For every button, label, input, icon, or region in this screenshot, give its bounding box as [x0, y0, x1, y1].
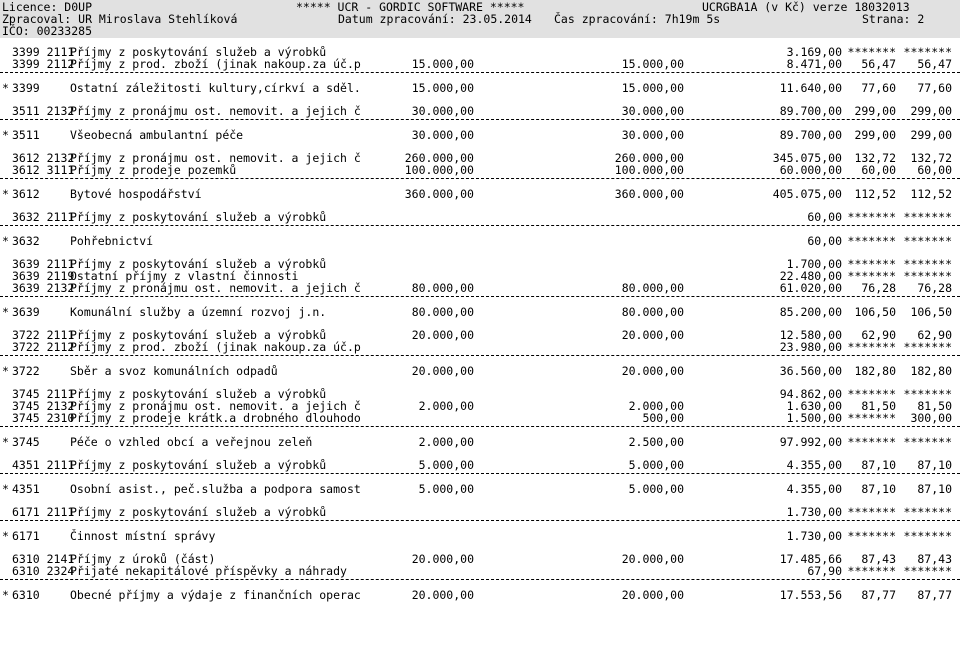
skutecnost: 60.000,00 [779, 163, 842, 177]
schvaleny-rozpocet: 80.000,00 [411, 281, 474, 295]
procento-upraveny: 76,28 [917, 281, 952, 295]
item-code: 6171 2111 [12, 505, 75, 519]
procento-schvaleny: ******* [847, 505, 896, 519]
upraveny-rozpocet: 20.000,00 [621, 552, 684, 566]
subtotal-schvaleny: 360.000,00 [404, 187, 474, 201]
item-code: 3511 2132 [12, 104, 75, 118]
subtotal-procento-1: ******* [847, 529, 896, 543]
item-code: 3639 2111 [12, 257, 75, 271]
schvaleny-rozpocet: 30.000,00 [411, 104, 474, 118]
schvaleny-rozpocet: 20.000,00 [411, 328, 474, 342]
report-id: UCRGBA1A (v Kč) verze 18032013 [702, 0, 910, 14]
subtotal-procento-2: 106,50 [910, 305, 952, 319]
procento-schvaleny: 62,90 [861, 328, 896, 342]
upraveny-rozpocet: 500,00 [642, 411, 684, 425]
subtotal-upraveny: 5.000,00 [628, 482, 684, 496]
subtotal-row [0, 235, 960, 247]
procento-upraveny: 81,50 [917, 399, 952, 413]
table-row [0, 105, 960, 117]
item-code: 3632 2111 [12, 210, 75, 224]
subtotal-description: Činnost místní správy [70, 529, 216, 543]
subtotal-description: Péče o vzhled obcí a veřejnou zeleň [70, 435, 313, 449]
item-code: 3639 2132 [12, 281, 75, 295]
skutecnost: 67,90 [807, 564, 842, 578]
upraveny-rozpocet: 100.000,00 [614, 163, 684, 177]
table-row [0, 58, 960, 70]
cas-label: Čas zpracování: 7h19m 5s [554, 12, 721, 26]
subtotal-row [0, 589, 960, 601]
table-row [0, 565, 960, 577]
item-description: Příjmy z prod. zboží (jinak nakoup.za úč.p [70, 57, 361, 71]
subtotal-row [0, 188, 960, 200]
subtotal-procento-1: 87,77 [861, 588, 896, 602]
item-description: Přijaté nekapitálové příspěvky a náhrady [70, 564, 347, 578]
subtotal-procento-1: 106,50 [854, 305, 896, 319]
subtotal-upraveny: 15.000,00 [621, 81, 684, 95]
subtotal-code: 3612 [12, 187, 40, 201]
skutecnost: 1.700,00 [786, 257, 842, 271]
subtotal-schvaleny: 30.000,00 [411, 128, 474, 142]
item-description: Příjmy z pronájmu ost. nemovit. a jejich č [70, 151, 361, 165]
procento-schvaleny: 299,00 [854, 104, 896, 118]
item-code: 3639 2119 [12, 269, 75, 283]
subtotal-schvaleny: 20.000,00 [411, 588, 474, 602]
procento-schvaleny: 60,00 [861, 163, 896, 177]
item-description: Příjmy z pronájmu ost. nemovit. a jejich č [70, 104, 361, 118]
subtotal-description: Osobní asist., peč.služba a podpora samost [70, 482, 361, 496]
dashed-separator [0, 225, 960, 232]
subtotal-code: 6171 [12, 529, 40, 543]
subtotal-description: Komunální služby a územní rozvoj j.n. [70, 305, 327, 319]
subtotal-marker: * [2, 305, 9, 319]
item-code: 3745 2132 [12, 399, 75, 413]
procento-upraveny: 132,72 [910, 151, 952, 165]
item-description: Příjmy z prod. zboží (jinak nakoup.za úč.p [70, 340, 361, 354]
subtotal-skutecnost: 89.700,00 [779, 128, 842, 142]
subtotal-procento-2: 112,52 [910, 187, 952, 201]
subtotal-procento-1: 299,00 [854, 128, 896, 142]
subtotal-description: Sběr a svoz komunálních odpadů [70, 364, 278, 378]
dashed-separator [0, 520, 960, 527]
item-description: Příjmy z poskytování služeb a výrobků [70, 257, 327, 271]
subtotal-row [0, 306, 960, 318]
subtotal-marker: * [2, 435, 9, 449]
upraveny-rozpocet: 80.000,00 [621, 281, 684, 295]
item-description: Příjmy z pronájmu ost. nemovit. a jejich č [70, 399, 361, 413]
subtotal-row [0, 129, 960, 141]
procento-upraveny: 56,47 [917, 57, 952, 71]
procento-upraveny: ******* [903, 340, 952, 354]
subtotal-procento-1: 77,60 [861, 81, 896, 95]
ico-label: IČO: 00233285 [2, 24, 93, 38]
subtotal-procento-1: 182,80 [854, 364, 896, 378]
procento-upraveny: 62,90 [917, 328, 952, 342]
subtotal-schvaleny: 80.000,00 [411, 305, 474, 319]
table-row [0, 341, 960, 353]
skutecnost: 22.480,00 [779, 269, 842, 283]
item-description: Příjmy z poskytování služeb a výrobků [70, 458, 327, 472]
subtotal-procento-1: 112,52 [854, 187, 896, 201]
dashed-separator [0, 473, 960, 480]
subtotal-marker: * [2, 364, 9, 378]
item-code: 3612 3111 [12, 163, 75, 177]
procento-schvaleny: 81,50 [861, 399, 896, 413]
procento-upraveny: 87,10 [917, 458, 952, 472]
procento-schvaleny: 87,43 [861, 552, 896, 566]
procento-upraveny: ******* [903, 210, 952, 224]
skutecnost: 17.485,66 [779, 552, 842, 566]
procento-upraveny: ******* [903, 257, 952, 271]
dashed-separator [0, 119, 960, 126]
schvaleny-rozpocet: 5.000,00 [418, 458, 474, 472]
subtotal-skutecnost: 17.553,56 [779, 588, 842, 602]
subtotal-upraveny: 20.000,00 [621, 588, 684, 602]
procento-upraveny: ******* [903, 45, 952, 59]
skutecnost: 61.020,00 [779, 281, 842, 295]
subtotal-row [0, 483, 960, 495]
procento-schvaleny: 76,28 [861, 281, 896, 295]
subtotal-description: Pohřebnictví [70, 234, 154, 248]
subtotal-code: 3511 [12, 128, 40, 142]
skutecnost: 1.730,00 [786, 505, 842, 519]
subtotal-procento-1: ******* [847, 234, 896, 248]
subtotal-procento-2: 182,80 [910, 364, 952, 378]
procento-upraveny: 299,00 [910, 104, 952, 118]
subtotal-upraveny: 20.000,00 [621, 364, 684, 378]
subtotal-procento-2: 77,60 [917, 81, 952, 95]
skutecnost: 60,00 [807, 210, 842, 224]
item-code: 3745 2310 [12, 411, 75, 425]
item-code: 3745 2111 [12, 387, 75, 401]
subtotal-schvaleny: 20.000,00 [411, 364, 474, 378]
subtotal-description: Ostatní záležitosti kultury,církví a sděl. [70, 81, 361, 95]
table-row [0, 459, 960, 471]
dashed-separator [0, 426, 960, 433]
item-description: Příjmy z poskytování služeb a výrobků [70, 387, 327, 401]
procento-schvaleny: 56,47 [861, 57, 896, 71]
subtotal-skutecnost: 60,00 [807, 234, 842, 248]
skutecnost: 94.862,00 [779, 387, 842, 401]
dashed-separator [0, 579, 960, 586]
upraveny-rozpocet: 15.000,00 [621, 57, 684, 71]
subtotal-schvaleny: 5.000,00 [418, 482, 474, 496]
dashed-separator [0, 72, 960, 79]
subtotal-code: 6310 [12, 588, 40, 602]
subtotal-marker: * [2, 482, 9, 496]
procento-schvaleny: ******* [847, 387, 896, 401]
subtotal-marker: * [2, 234, 9, 248]
subtotal-marker: * [2, 128, 9, 142]
item-description: Příjmy z poskytování služeb a výrobků [70, 505, 327, 519]
subtotal-schvaleny: 15.000,00 [411, 81, 474, 95]
subtotal-procento-2: ******* [903, 435, 952, 449]
subtotal-schvaleny: 2.000,00 [418, 435, 474, 449]
skutecnost: 1.500,00 [786, 411, 842, 425]
subtotal-marker: * [2, 81, 9, 95]
subtotal-procento-1: ******* [847, 435, 896, 449]
skutecnost: 23.980,00 [779, 340, 842, 354]
subtotal-procento-1: 87,10 [861, 482, 896, 496]
item-description: Příjmy z poskytování služeb a výrobků [70, 45, 327, 59]
procento-upraveny: 87,43 [917, 552, 952, 566]
subtotal-upraveny: 80.000,00 [621, 305, 684, 319]
upraveny-rozpocet: 5.000,00 [628, 458, 684, 472]
procento-schvaleny: ******* [847, 257, 896, 271]
subtotal-upraveny: 2.500,00 [628, 435, 684, 449]
table-row [0, 412, 960, 424]
licence-label: Licence: D0UP [2, 0, 93, 14]
strana-label: Strana: 2 [862, 12, 925, 26]
schvaleny-rozpocet: 15.000,00 [411, 57, 474, 71]
procento-upraveny: 300,00 [910, 411, 952, 425]
item-code: 3399 2112 [12, 57, 75, 71]
report-body [0, 46, 960, 601]
table-row [0, 282, 960, 294]
schvaleny-rozpocet: 260.000,00 [404, 151, 474, 165]
item-code: 3722 2112 [12, 340, 75, 354]
procento-schvaleny: ******* [847, 411, 896, 425]
subtotal-code: 3745 [12, 435, 40, 449]
subtotal-row [0, 82, 960, 94]
procento-upraveny: 60,00 [917, 163, 952, 177]
item-code: 6310 2141 [12, 552, 75, 566]
item-code: 3722 2111 [12, 328, 75, 342]
zpracoval-label: Zpracoval: UR Miroslava Stehlíková [2, 12, 238, 26]
dashed-separator [0, 296, 960, 303]
subtotal-procento-2: ******* [903, 234, 952, 248]
subtotal-skutecnost: 97.992,00 [779, 435, 842, 449]
skutecnost: 4.355,00 [786, 458, 842, 472]
subtotal-code: 3639 [12, 305, 40, 319]
subtotal-code: 3722 [12, 364, 40, 378]
skutecnost: 12.580,00 [779, 328, 842, 342]
subtotal-skutecnost: 405.075,00 [772, 187, 842, 201]
dashed-separator [0, 178, 960, 185]
subtotal-skutecnost: 1.730,00 [786, 529, 842, 543]
schvaleny-rozpocet: 2.000,00 [418, 399, 474, 413]
subtotal-row [0, 365, 960, 377]
item-description: Příjmy z prodeje pozemků [70, 163, 237, 177]
subtotal-row [0, 436, 960, 448]
subtotal-upraveny: 360.000,00 [614, 187, 684, 201]
item-description: Příjmy z úroků (část) [70, 552, 216, 566]
subtotal-skutecnost: 36.560,00 [779, 364, 842, 378]
table-row [0, 164, 960, 176]
subtotal-code: 3632 [12, 234, 40, 248]
subtotal-skutecnost: 85.200,00 [779, 305, 842, 319]
subtotal-description: Obecné příjmy a výdaje z finančních operac [70, 588, 361, 602]
item-code: 4351 2111 [12, 458, 75, 472]
item-description: Příjmy z prodeje krátk.a drobného dlouhodo [70, 411, 361, 425]
skutecnost: 89.700,00 [779, 104, 842, 118]
subtotal-skutecnost: 11.640,00 [779, 81, 842, 95]
procento-schvaleny: ******* [847, 269, 896, 283]
subtotal-procento-2: 87,10 [917, 482, 952, 496]
subtotal-row [0, 530, 960, 542]
upraveny-rozpocet: 30.000,00 [621, 104, 684, 118]
item-description: Příjmy z pronájmu ost. nemovit. a jejich č [70, 281, 361, 295]
procento-upraveny: ******* [903, 505, 952, 519]
subtotal-code: 4351 [12, 482, 40, 496]
procento-upraveny: ******* [903, 269, 952, 283]
subtotal-marker: * [2, 187, 9, 201]
procento-upraveny: ******* [903, 564, 952, 578]
procento-schvaleny: ******* [847, 45, 896, 59]
dashed-separator [0, 355, 960, 362]
procento-schvaleny: 132,72 [854, 151, 896, 165]
subtotal-code: 3399 [12, 81, 40, 95]
item-code: 3612 2132 [12, 151, 75, 165]
item-description: Příjmy z poskytování služeb a výrobků [70, 328, 327, 342]
subtotal-procento-2: 299,00 [910, 128, 952, 142]
subtotal-procento-2: ******* [903, 529, 952, 543]
table-row [0, 506, 960, 518]
subtotal-procento-2: 87,77 [917, 588, 952, 602]
subtotal-marker: * [2, 588, 9, 602]
item-code: 6310 2324 [12, 564, 75, 578]
subtotal-marker: * [2, 529, 9, 543]
upraveny-rozpocet: 260.000,00 [614, 151, 684, 165]
skutecnost: 3.169,00 [786, 45, 842, 59]
subtotal-description: Bytové hospodářství [70, 187, 202, 201]
item-description: Ostatní příjmy z vlastní činnosti [70, 269, 299, 283]
subtotal-upraveny: 30.000,00 [621, 128, 684, 142]
procento-upraveny: ******* [903, 387, 952, 401]
skutecnost: 8.471,00 [786, 57, 842, 71]
item-description: Příjmy z poskytování služeb a výrobků [70, 210, 327, 224]
upraveny-rozpocet: 2.000,00 [628, 399, 684, 413]
schvaleny-rozpocet: 100.000,00 [404, 163, 474, 177]
procento-schvaleny: ******* [847, 210, 896, 224]
procento-schvaleny: 87,10 [861, 458, 896, 472]
skutecnost: 1.630,00 [786, 399, 842, 413]
skutecnost: 345.075,00 [772, 151, 842, 165]
datum-label: Datum zpracování: 23.05.2014 [338, 12, 532, 26]
procento-schvaleny: ******* [847, 340, 896, 354]
procento-schvaleny: ******* [847, 564, 896, 578]
subtotal-skutecnost: 4.355,00 [786, 482, 842, 496]
subtotal-description: Všeobecná ambulantní péče [70, 128, 244, 142]
schvaleny-rozpocet: 20.000,00 [411, 552, 474, 566]
item-code: 3399 2111 [12, 45, 75, 59]
system-label: ***** UCR - GORDIC SOFTWARE ***** [296, 0, 525, 14]
upraveny-rozpocet: 20.000,00 [621, 328, 684, 342]
report-header [0, 0, 960, 38]
table-row [0, 211, 960, 223]
